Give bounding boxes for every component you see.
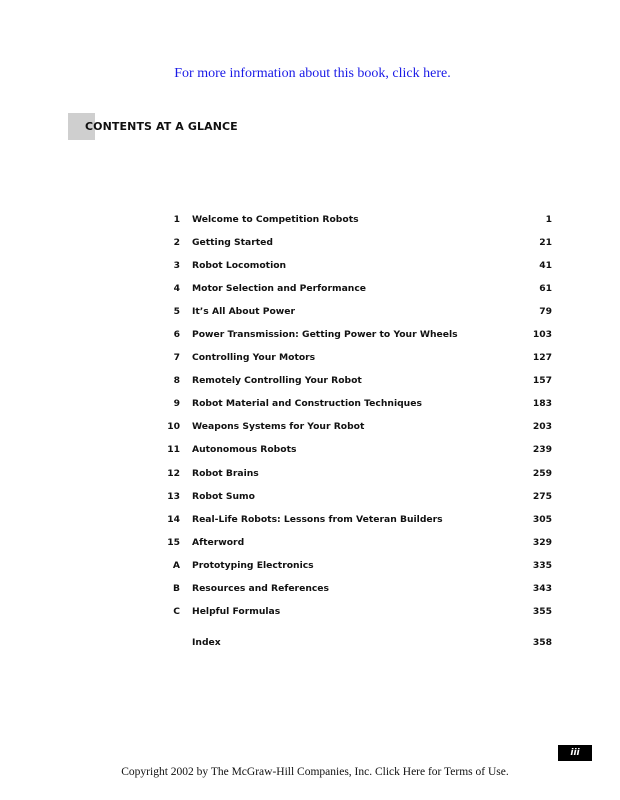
toc-entry[interactable] [160,233,555,256]
toc-entry[interactable] [160,440,555,463]
toc-entry-page: 329 [532,536,552,548]
toc-entry-title: Welcome to Competition Robots [192,214,359,225]
toc-entry-page: 157 [532,375,552,387]
toc-entry[interactable] [160,602,555,625]
toc-entry-title: Weapons Systems for Your Robot [192,421,365,433]
toc-entry-number: 7 [173,352,180,364]
toc-entry[interactable] [160,510,555,533]
toc-entry-page: 21 [539,237,552,249]
toc-entry-title: Robot Brains [192,467,259,479]
toc-entry-page: 355 [532,605,552,617]
toc-entry-page: 183 [532,398,552,410]
toc-index-page: 358 [532,636,552,648]
toc-entry[interactable] [160,556,555,579]
toc-entry-page: 41 [539,260,552,272]
toc-entry[interactable] [160,210,555,233]
toc-entry[interactable] [160,464,555,487]
toc-entry-title: Robot Sumo [192,490,255,502]
toc-entry-number: 15 [167,536,180,548]
page-title: CONTENTS AT A GLANCE [85,120,238,133]
more-information-link-text[interactable]: For more information about this book, click here. [174,66,451,81]
toc-entry-title: Robot Material and Construction Techniques [192,398,422,410]
toc-entry-page: 335 [532,559,552,571]
toc-entry-number: 12 [167,467,180,479]
toc-entry-page: 1 [545,214,552,225]
toc-entry[interactable] [160,325,555,348]
toc-entry-page: 343 [532,582,552,594]
toc-entry-title: Power Transmission: Getting Power to Your Wheels [192,329,458,341]
table-of-contents [160,210,555,656]
copyright-terms-text[interactable]: Copyright 2002 by The McGraw-Hill Companies, Inc. Click Here for Terms of Use. [121,766,509,778]
toc-entry-number: 4 [173,283,180,295]
toc-entry-title: Helpful Formulas [192,605,281,617]
toc-entry-title: Autonomous Robots [192,444,297,456]
toc-entry-number: C [173,605,180,617]
toc-entry-number: 3 [173,260,180,272]
toc-entry-page: 103 [532,329,552,341]
toc-entry-title: It’s All About Power [192,306,296,318]
toc-entry-title: Prototyping Electronics [192,559,314,571]
toc-entry-number: B [172,582,180,594]
toc-entry[interactable] [160,279,555,302]
copyright-terms-link[interactable] [0,766,620,778]
toc-entry-page: 239 [532,444,552,456]
page-number-badge: iii [558,745,592,761]
toc-entry-title: Controlling Your Motors [192,352,316,364]
toc-entry-number: 9 [173,398,180,410]
toc-entry-number: A [172,559,180,571]
toc-entry[interactable] [160,348,555,371]
toc-entry[interactable] [160,394,555,417]
toc-entry-number: 10 [167,421,180,433]
toc-entry-title: Resources and References [192,582,330,594]
toc-entry-page: 275 [532,490,552,502]
toc-entry[interactable] [160,487,555,510]
toc-entry-number: 6 [173,329,180,341]
toc-index-title: Index [192,636,221,648]
toc-entry-page: 203 [532,421,552,433]
toc-entry-page: 79 [539,306,552,318]
more-information-link[interactable] [0,66,620,82]
toc-entry-title: Getting Started [192,237,273,249]
toc-entry-number: 11 [167,444,180,456]
toc-entry-number: 14 [167,513,180,525]
toc-entry-page: 127 [532,352,552,364]
toc-entry-page: 259 [532,467,552,479]
toc-entry-page: 305 [532,513,552,525]
toc-entry-title: Real-Life Robots: Lessons from Veteran Builders [192,513,443,525]
toc-entry-number: 5 [173,306,180,318]
toc-entry-title: Remotely Controlling Your Robot [192,375,362,387]
toc-entry[interactable] [160,579,555,602]
toc-entry-number: 1 [173,214,180,225]
toc-entry-number: 13 [167,490,180,502]
toc-entry[interactable] [160,302,555,325]
toc-entry[interactable] [160,256,555,279]
toc-entry[interactable] [160,533,555,556]
toc-entry[interactable] [160,371,555,394]
toc-entry-number: 2 [173,237,180,249]
toc-index-entry[interactable] [160,633,555,656]
toc-entry-title: Robot Locomotion [192,260,287,272]
toc-entry[interactable] [160,417,555,440]
toc-entry-title: Afterword [192,536,245,548]
toc-entry-page: 61 [539,283,552,295]
toc-entry-number: 8 [173,375,180,387]
toc-entry-title: Motor Selection and Performance [192,283,366,295]
